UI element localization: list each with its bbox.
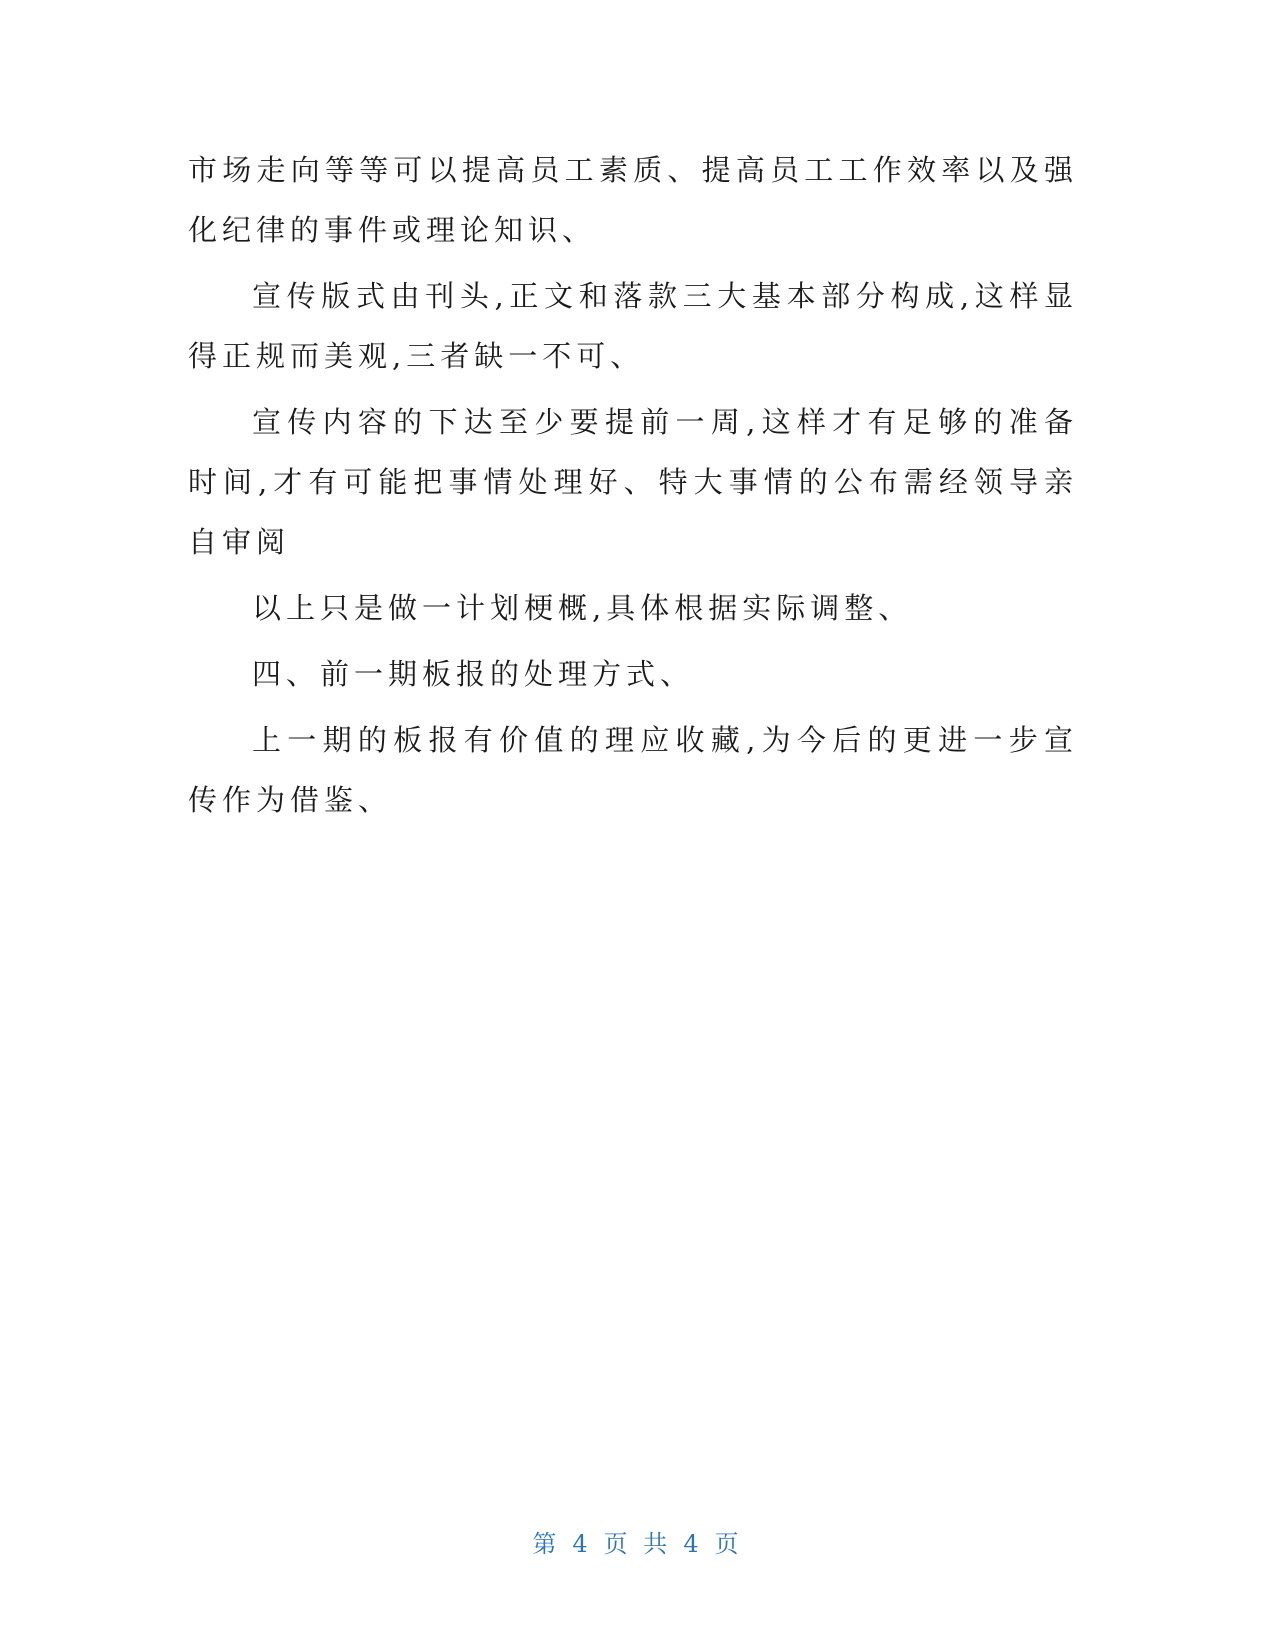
section-heading-four: 四、前一期板报的处理方式、 — [252, 657, 695, 691]
footer-middle: 页 共 — [603, 1530, 672, 1558]
footer-suffix: 页 — [714, 1530, 743, 1558]
paragraph-continuation: 市场走向等等可以提高员工素质、提高员工工作效率以及强化纪律的事件或理论知识、 — [188, 153, 1078, 247]
paragraph-schedule: 宣传内容的下达至少要提前一周,这样才有足够的准备时间,才有可能把事情处理好、特大事情的公布需经领导亲自审阅 — [188, 405, 1078, 559]
page-footer — [0, 1524, 1275, 1559]
paragraph-layout: 宣传版式由刊头,正文和落款三大基本部分构成,这样显得正规而美观,三者缺一不可、 — [188, 279, 1078, 373]
paragraph-outline-note: 以上只是做一计划梗概,具体根据实际调整、 — [252, 591, 913, 625]
footer-current-page: 4 — [572, 1530, 592, 1558]
footer-total-pages: 4 — [683, 1530, 703, 1558]
document-body — [188, 140, 1078, 836]
footer-prefix: 第 — [532, 1530, 561, 1558]
paragraph-archive: 上一期的板报有价值的理应收藏,为今后的更进一步宣传作为借鉴、 — [188, 723, 1078, 817]
